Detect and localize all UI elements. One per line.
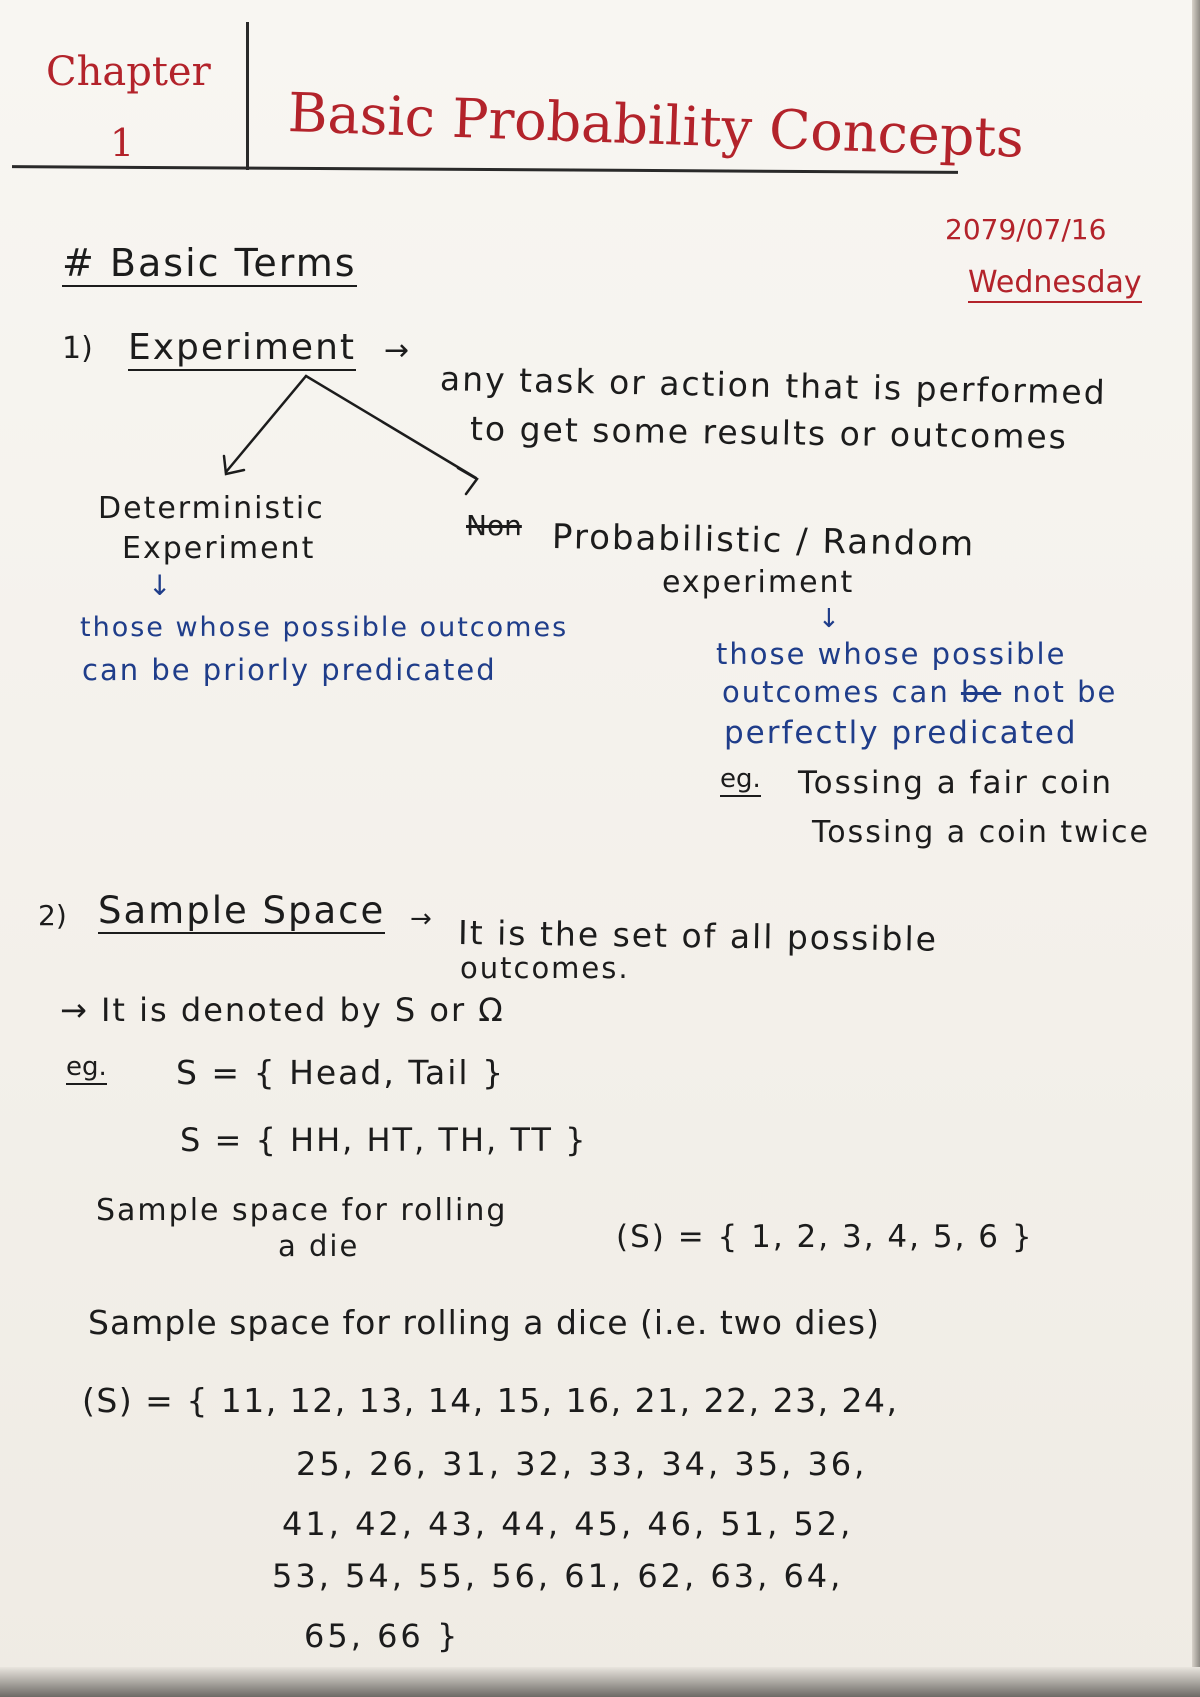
sample-space-definition-line2: outcomes. [460,951,630,985]
date-day: Wednesday [968,268,1142,303]
date-value: 2079/07/16 [945,213,1107,246]
random-desc-line1: those whose possible [716,637,1067,671]
dice-line3: 41, 42, 43, 44, 45, 46, 51, 52, [282,1505,854,1543]
experiment-definition-line1: any task or action that is performed [439,359,1108,412]
sample-space-term: Sample Space [98,889,386,932]
random-desc-line2-struck: be [960,675,1002,709]
random-eg-line2: Tossing a coin twice [812,815,1151,850]
section-heading: # Basic Terms [62,241,357,285]
random-title-line1: Probabilistic / Random [551,517,976,565]
sample-space-eg-label: eg. [66,1054,107,1085]
deterministic-desc-line2: can be priorly predicated [82,653,497,687]
deterministic-desc-line1: those whose possible outcomes [80,612,569,643]
random-eg-line1: Tossing a fair coin [798,765,1113,801]
deterministic-arrow: ↓ [148,569,172,602]
random-arrow: ↓ [818,604,840,634]
random-struck-prefix: Non [466,509,522,542]
deterministic-title-line1: Deterministic [98,491,325,526]
dice-line5: 65, 66 } [304,1617,461,1655]
sample-space-definition-line1: It is the set of all possible [457,913,939,959]
random-desc-line2-post: not be [1001,675,1118,709]
sample-space-eg1: S = { Head, Tail } [176,1053,506,1092]
random-desc-line3: perfectly predicated [724,715,1078,751]
random-desc-line2-pre: outcomes can [722,675,961,709]
deterministic-title-line2: Experiment [122,531,316,566]
sample-space-eg2: S = { HH, HT, TH, TT } [180,1121,588,1159]
chapter-number: 1 [110,121,135,165]
page-title: Basic Probability Concepts [286,81,1025,170]
dice-heading: Sample space for rolling a dice (i.e. two dies) [88,1303,880,1342]
dice-line1: (S) = { 11, 12, 13, 14, 15, 16, 21, 22, 23, 24, [82,1381,899,1420]
random-eg-label: eg. [720,766,761,797]
experiment-definition-line2: to get some results or outcomes [469,409,1069,457]
experiment-number: 1) [62,331,93,366]
die-label-line1b: a die [278,1229,360,1263]
experiment-term: Experiment [128,330,356,371]
sample-space-number: 2) [38,899,67,932]
die-label-line1: Sample space for rolling [96,1193,508,1228]
experiment-arrow: → [384,333,410,368]
dice-line4: 53, 54, 55, 56, 61, 62, 63, 64, [272,1557,844,1595]
die-sample-space: (S) = { 1, 2, 3, 4, 5, 6 } [616,1219,1034,1255]
random-desc-line2 [722,675,1118,709]
random-title-line2: experiment [662,565,855,600]
chapter-label: Chapter [46,49,211,95]
notebook-edge-bottom [0,1667,1200,1697]
dice-line2: 25, 26, 31, 32, 33, 34, 35, 36, [296,1445,868,1483]
sample-space-arrow: → [410,904,432,934]
notebook-edge-right [1192,0,1200,1697]
sample-space-denoted: → It is denoted by S or Ω [60,991,505,1029]
